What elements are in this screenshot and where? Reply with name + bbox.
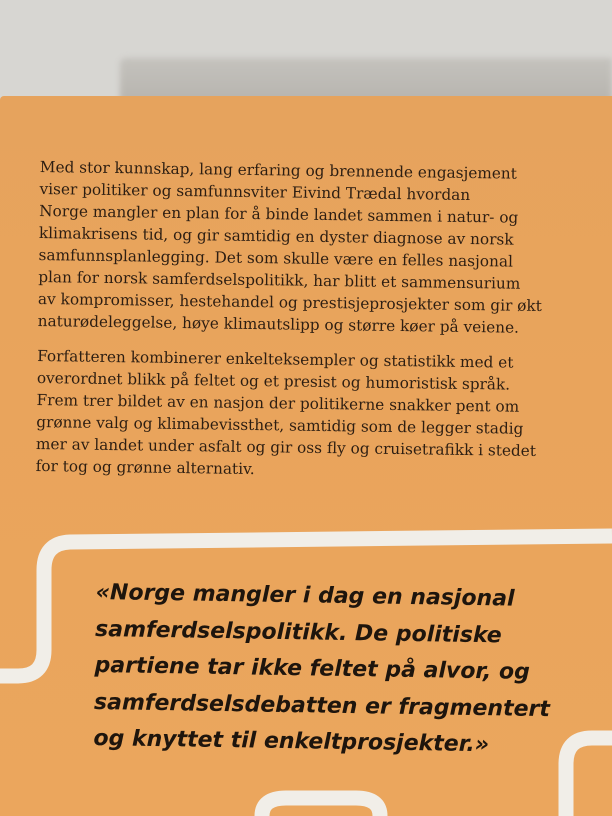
road-line-bottom [262,798,380,816]
pull-quote: «Norge mangler i dag en nasjonal samferdselspolitikk. De politiske partiene tar ikke feltet på alvor, og samferdselsdebatten er fragmentert og knyttet til enkeltprosjekter.» [93,579,551,758]
description-paragraph-2: Forfatteren kombinerer enkelteksempler og statistikk med et overordnet blikk på feltet og et presist og humoristisk språk. Frem trer bildet av en nasjon der politikerne snakker pent om grønne valg og klimabevissthet, samtidig som de legger stadig mer av landet under asfalt og gir oss fly og cruisetrafikk i stedet for tog og grønne alternativ. [35,346,537,479]
description-text [35,156,600,498]
description-paragraph-1: Med stor kunnskap, lang erfaring og brennende engasjement viser politiker og samfunnsviter Eivind Trædal hvordan Norge mangler en plan for å binde landet sammen i natur- og klimakrisens tid, og gir samtidig en dyster diagnose av norsk samfunnsplanlegging. Det som skulle være en felles nasjonal plan for norsk samferdselspolitikk, har blitt et sammensurium av kompromisser, hestehandel og prestisjeprosjekter som gir økt naturødeleggelse, høye klimautslipp og større køer på veiene. [37,157,542,337]
